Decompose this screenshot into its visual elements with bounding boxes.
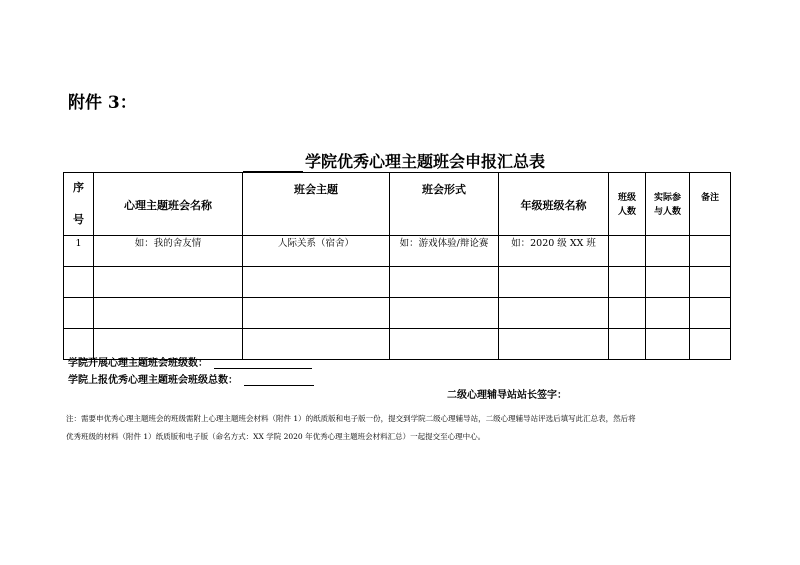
held-count-field[interactable] bbox=[214, 358, 312, 369]
header-theme-text: 班会主题 bbox=[294, 183, 338, 196]
cell-participants[interactable] bbox=[646, 267, 690, 298]
cell-theme[interactable]: 人际关系（宿舍） bbox=[243, 236, 390, 267]
cell-participants[interactable] bbox=[646, 329, 690, 360]
header-remarks bbox=[690, 173, 731, 236]
cell-form[interactable]: 如：游戏体验/辩论赛 bbox=[390, 236, 499, 267]
note-line-2: 优秀班级的材料（附件 1）纸质版和电子版（命名方式：XX 学院 2020 年优秀心理主题班会材料汇总）一起提交至心理中心。 bbox=[66, 432, 486, 441]
header-class-size-line2: 人数 bbox=[617, 207, 636, 217]
cell-theme[interactable] bbox=[243, 267, 390, 298]
college-name-blank[interactable] bbox=[243, 156, 303, 172]
header-class-size bbox=[609, 173, 646, 236]
header-grade-class bbox=[499, 173, 609, 236]
header-participants bbox=[646, 173, 690, 236]
cell-theme[interactable] bbox=[243, 298, 390, 329]
note-line-1: 注：需要申优秀心理主题班会的班级需附上心理主题班会材料（附件 1）的纸质版和电子版一份，提交到学院二级心理辅导站，二级心理辅导站评选后填写此汇总表，然后将 bbox=[66, 414, 636, 423]
cell-name[interactable]: 如：我的舍友情 bbox=[94, 236, 243, 267]
cell-class-size[interactable] bbox=[609, 236, 646, 267]
cell-grade-class[interactable] bbox=[499, 267, 609, 298]
cell-form[interactable] bbox=[390, 329, 499, 360]
cell-grade-class[interactable] bbox=[499, 298, 609, 329]
title-text: 学院优秀心理主题班会申报汇总表 bbox=[305, 152, 546, 171]
header-participants-line1: 实际参 bbox=[653, 193, 681, 203]
signature-label: 二级心理辅导站站长签字： bbox=[447, 390, 567, 401]
cell-name[interactable] bbox=[94, 267, 243, 298]
cell-seq[interactable] bbox=[64, 267, 94, 298]
cell-participants[interactable] bbox=[646, 298, 690, 329]
header-theme bbox=[243, 173, 390, 236]
header-grade-class-text: 年级班级名称 bbox=[520, 199, 587, 212]
page-title bbox=[243, 149, 545, 172]
cell-form[interactable] bbox=[390, 298, 499, 329]
cell-grade-class[interactable]: 如：2020 级 XX 班 bbox=[499, 236, 609, 267]
header-row bbox=[64, 173, 731, 236]
header-seq bbox=[64, 173, 94, 236]
header-participants-line2: 与人数 bbox=[653, 207, 681, 217]
header-remarks-text: 备注 bbox=[700, 193, 719, 203]
table-row bbox=[64, 298, 731, 329]
reported-count-label: 学院上报优秀心理主题班会班级总数： bbox=[68, 375, 238, 386]
table-row bbox=[64, 236, 731, 267]
header-name bbox=[94, 173, 243, 236]
held-count-label: 学院开展心理主题班会班级数： bbox=[68, 358, 208, 369]
cell-remarks[interactable] bbox=[690, 236, 731, 267]
header-seq-line2: 号 bbox=[73, 213, 84, 226]
attachment-label: 附件 3： bbox=[68, 93, 137, 113]
header-form bbox=[390, 173, 499, 236]
header-name-text: 心理主题班会名称 bbox=[124, 199, 212, 212]
cell-class-size[interactable] bbox=[609, 267, 646, 298]
cell-seq[interactable]: 1 bbox=[64, 236, 94, 267]
cell-remarks[interactable] bbox=[690, 267, 731, 298]
cell-remarks[interactable] bbox=[690, 298, 731, 329]
held-count-line bbox=[68, 354, 312, 369]
header-form-text: 班会形式 bbox=[422, 183, 466, 196]
cell-name[interactable] bbox=[94, 298, 243, 329]
cell-form[interactable] bbox=[390, 267, 499, 298]
cell-grade-class[interactable] bbox=[499, 329, 609, 360]
cell-seq[interactable] bbox=[64, 298, 94, 329]
header-class-size-line1: 班级 bbox=[617, 193, 636, 203]
cell-class-size[interactable] bbox=[609, 329, 646, 360]
header-seq-line1: 序 bbox=[73, 181, 84, 194]
cell-class-size[interactable] bbox=[609, 298, 646, 329]
summary-table bbox=[63, 172, 731, 360]
cell-remarks[interactable] bbox=[690, 329, 731, 360]
reported-count-line bbox=[68, 371, 314, 386]
reported-count-field[interactable] bbox=[244, 375, 314, 386]
table-row bbox=[64, 267, 731, 298]
cell-participants[interactable] bbox=[646, 236, 690, 267]
